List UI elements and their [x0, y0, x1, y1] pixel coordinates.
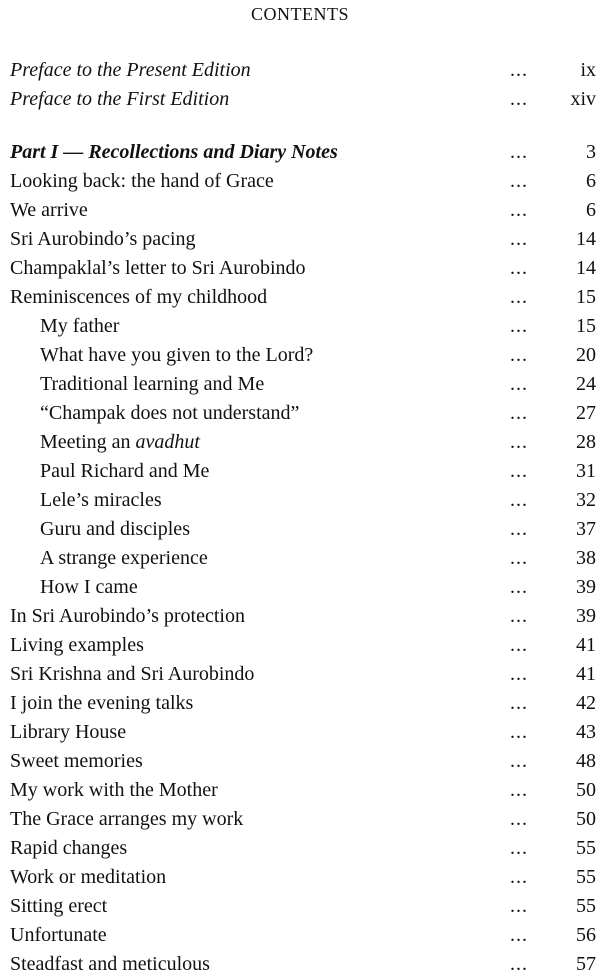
- toc-leader: ...: [510, 88, 528, 110]
- toc-row: [0, 457, 600, 486]
- toc-page-number: 50: [576, 779, 596, 801]
- toc-title: [40, 573, 138, 602]
- toc-page-number: 43: [576, 721, 596, 743]
- toc-title: [10, 283, 267, 312]
- toc-row: [0, 602, 600, 631]
- toc-title-text: Meeting an: [40, 431, 136, 453]
- toc-leader: ...: [510, 663, 528, 685]
- toc-part-title: Part I — Recollections and Diary Notes: [10, 141, 338, 163]
- toc-title: [40, 428, 200, 457]
- contents-heading: CONTENTS: [251, 4, 349, 24]
- toc-leader: ...: [510, 315, 528, 337]
- section-gap: [0, 114, 600, 138]
- toc-leader: ...: [510, 199, 528, 221]
- toc-title: [10, 863, 166, 892]
- toc-leader: ...: [510, 489, 528, 511]
- toc-title: [10, 225, 196, 254]
- toc-page-number: 55: [576, 895, 596, 917]
- toc-page-number: 27: [576, 402, 596, 424]
- toc-row: [0, 863, 600, 892]
- toc-page-number: xiv: [570, 88, 596, 110]
- toc-page-number: 32: [576, 489, 596, 511]
- toc-leader: ...: [510, 344, 528, 366]
- toc-row-part-one: [0, 138, 600, 167]
- toc-leader: ...: [510, 576, 528, 598]
- toc-title: [10, 167, 274, 196]
- toc-leader: ...: [510, 779, 528, 801]
- toc-title: [10, 718, 126, 747]
- toc-title-text: My father: [40, 315, 120, 337]
- toc-title: [40, 341, 313, 370]
- toc-title: [10, 602, 245, 631]
- toc-title: [40, 544, 208, 573]
- toc-leader: ...: [510, 692, 528, 714]
- table-of-contents: [0, 56, 600, 979]
- toc-row: [0, 805, 600, 834]
- toc-row: [0, 892, 600, 921]
- toc-title-text: Sweet memories: [10, 750, 143, 772]
- toc-title: [40, 370, 264, 399]
- toc-row: [0, 834, 600, 863]
- toc-title-text: Unfortunate: [10, 924, 107, 946]
- toc-title: [10, 921, 107, 950]
- toc-row: [0, 167, 600, 196]
- toc-page-number: 56: [576, 924, 596, 946]
- toc-page-number: 38: [576, 547, 596, 569]
- toc-title-text: My work with the Mother: [10, 779, 218, 801]
- toc-title-text: What have you given to the Lord?: [40, 344, 314, 366]
- toc-title-text: We arrive: [10, 199, 88, 221]
- toc-page-number: 48: [576, 750, 596, 772]
- toc-title-text: Sitting erect: [10, 895, 108, 917]
- toc-title-text: Sri Aurobindo’s pacing: [10, 228, 196, 250]
- toc-row: [0, 689, 600, 718]
- toc-row-preface-first: [0, 85, 600, 114]
- toc-title: [40, 457, 209, 486]
- toc-page-number: 55: [576, 837, 596, 859]
- toc-row: [0, 225, 600, 254]
- toc-title-text: Champaklal’s letter to Sri Aurobindo: [10, 257, 306, 279]
- toc-row: [0, 631, 600, 660]
- toc-leader: ...: [510, 257, 528, 279]
- toc-title: [40, 515, 190, 544]
- toc-title: [40, 399, 299, 428]
- toc-title: [10, 631, 144, 660]
- toc-page-number: 41: [576, 634, 596, 656]
- toc-title: [40, 486, 162, 515]
- toc-page-number: 3: [586, 141, 596, 163]
- toc-leader: ...: [510, 721, 528, 743]
- toc-leader: ...: [510, 59, 528, 81]
- toc-title-text: Living examples: [10, 634, 144, 656]
- toc-title: [10, 950, 210, 979]
- toc-row: [0, 950, 600, 979]
- toc-row: [0, 921, 600, 950]
- toc-leader: ...: [510, 605, 528, 627]
- toc-page-number: 28: [576, 431, 596, 453]
- toc-title-text: Guru and disciples: [40, 518, 190, 540]
- toc-page-number: 41: [576, 663, 596, 685]
- toc-title-text: Steadfast and meticulous: [10, 953, 210, 975]
- toc-page-number: 50: [576, 808, 596, 830]
- toc-leader: ...: [510, 228, 528, 250]
- toc-entries: [0, 167, 600, 979]
- toc-row: [0, 660, 600, 689]
- toc-page-number: ix: [580, 59, 596, 81]
- toc-page-number: 37: [576, 518, 596, 540]
- toc-leader: ...: [510, 373, 528, 395]
- toc-page-number: 15: [576, 315, 596, 337]
- toc-leader: ...: [510, 141, 528, 163]
- toc-leader: ...: [510, 837, 528, 859]
- toc-title: [10, 834, 127, 863]
- toc-page-number: 14: [576, 257, 596, 279]
- toc-page-number: 6: [586, 170, 596, 192]
- toc-row: [0, 254, 600, 283]
- toc-row-preface-present: [0, 56, 600, 85]
- toc-title-text: Work or meditation: [10, 866, 167, 888]
- toc-row: [0, 544, 600, 573]
- toc-row: [0, 573, 600, 602]
- toc-row: [0, 312, 600, 341]
- toc-row: [0, 370, 600, 399]
- toc-title-text: In Sri Aurobindo’s protection: [10, 605, 245, 627]
- toc-title: [10, 254, 306, 283]
- toc-leader: ...: [510, 460, 528, 482]
- toc-leader: ...: [510, 402, 528, 424]
- toc-title-text: Reminiscences of my childhood: [10, 286, 268, 308]
- toc-row: [0, 196, 600, 225]
- toc-page-number: 6: [586, 199, 596, 221]
- toc-page-number: 42: [576, 692, 596, 714]
- toc-page-number: 15: [576, 286, 596, 308]
- toc-page-number: 57: [576, 953, 596, 975]
- toc-title: [10, 805, 243, 834]
- toc-page-number: 20: [576, 344, 596, 366]
- toc-leader: ...: [510, 750, 528, 772]
- toc-page-number: 39: [576, 605, 596, 627]
- toc-leader: ...: [510, 518, 528, 540]
- toc-title: [10, 776, 218, 805]
- toc-title-text: A strange experience: [40, 547, 208, 569]
- toc-title: [40, 312, 119, 341]
- toc-title-text: Library House: [10, 721, 127, 743]
- toc-row: [0, 341, 600, 370]
- toc-row: [0, 718, 600, 747]
- toc-title-text: Lele’s miracles: [40, 489, 162, 511]
- toc-row: [0, 486, 600, 515]
- toc-page-number: 55: [576, 866, 596, 888]
- toc-row: [0, 283, 600, 312]
- toc-leader: ...: [510, 547, 528, 569]
- toc-leader: ...: [510, 431, 528, 453]
- toc-row: [0, 776, 600, 805]
- toc-leader: ...: [510, 895, 528, 917]
- toc-page-number: 39: [576, 576, 596, 598]
- toc-title-text: Sri Krishna and Sri Aurobindo: [10, 663, 255, 685]
- toc-page-number: 14: [576, 228, 596, 250]
- toc-title-text: Looking back: the hand of Grace: [10, 170, 274, 192]
- toc-title: Preface to the Present Edition: [10, 59, 251, 81]
- toc-title-text: I join the evening talks: [10, 692, 194, 714]
- toc-leader: ...: [510, 924, 528, 946]
- toc-leader: ...: [510, 808, 528, 830]
- toc-title-emphasis: avadhut: [135, 431, 200, 453]
- toc-title: [10, 660, 254, 689]
- toc-title: Preface to the First Edition: [10, 88, 230, 110]
- toc-title: [10, 747, 143, 776]
- toc-leader: ...: [510, 866, 528, 888]
- toc-leader: ...: [510, 170, 528, 192]
- toc-leader: ...: [510, 286, 528, 308]
- toc-title-text: The Grace arranges my work: [10, 808, 244, 830]
- toc-title-text: Rapid changes: [10, 837, 128, 859]
- toc-title-text: How I came: [40, 576, 138, 598]
- toc-row: [0, 428, 600, 457]
- toc-title: [10, 689, 193, 718]
- toc-row: [0, 515, 600, 544]
- toc-page-number: 24: [576, 373, 596, 395]
- toc-title: [10, 892, 107, 921]
- toc-row: [0, 399, 600, 428]
- toc-title: [10, 196, 88, 225]
- toc-page-number: 31: [576, 460, 596, 482]
- toc-leader: ...: [510, 634, 528, 656]
- toc-title-text: Traditional learning and Me: [40, 373, 265, 395]
- toc-title-text: “Champak does not understand”: [40, 402, 300, 424]
- toc-row: [0, 747, 600, 776]
- toc-leader: ...: [510, 953, 528, 975]
- toc-title-text: Paul Richard and Me: [40, 460, 210, 482]
